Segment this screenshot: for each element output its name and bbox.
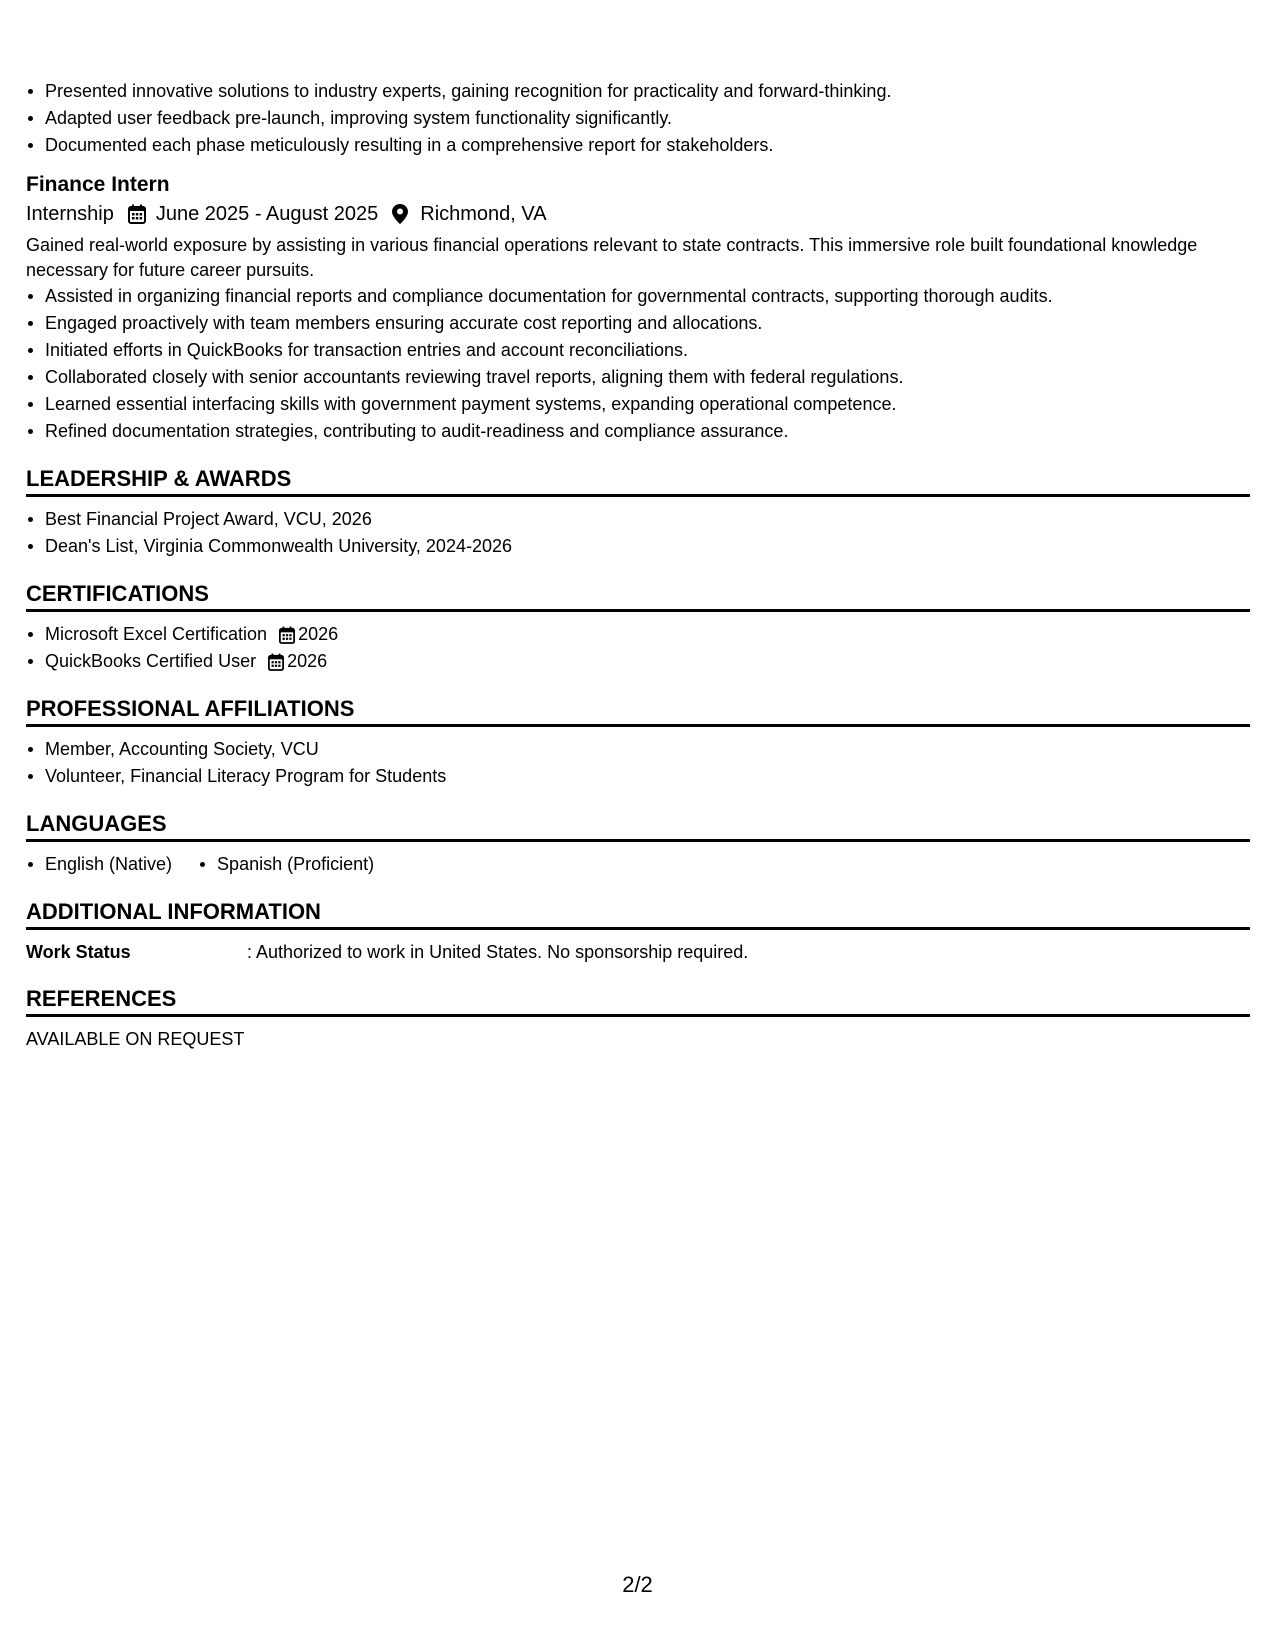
- section-title-languages: LANGUAGES: [26, 810, 1250, 842]
- job-title: Finance Intern: [26, 173, 170, 196]
- references-text: AVAILABLE ON REQUEST: [26, 1029, 245, 1049]
- list-item: Spanish (Proficient): [198, 851, 374, 878]
- certifications-list: [26, 621, 1250, 675]
- list-item: Collaborated closely with senior accountants reviewing travel reports, aligning them with federal regulations.: [26, 364, 1250, 391]
- section-title-leadership: LEADERSHIP & AWARDS: [26, 465, 1250, 497]
- finance-intern-entry: [26, 171, 1250, 445]
- job-bullets: [26, 283, 1250, 445]
- list-item: Refined documentation strategies, contributing to audit-readiness and compliance assurance.: [26, 418, 1250, 445]
- section-title-additional: ADDITIONAL INFORMATION: [26, 898, 1250, 930]
- work-status-row: [26, 939, 1250, 965]
- cert-year: 2026: [287, 651, 328, 671]
- map-pin-icon: [392, 204, 410, 224]
- list-item: Engaged proactively with team members ensuring accurate cost reporting and allocations.: [26, 310, 1250, 337]
- list-item: [26, 621, 1250, 648]
- job-dates: June 2025 - August 2025: [155, 203, 379, 225]
- languages-list: [26, 851, 1250, 878]
- work-status-label: Work Status: [26, 942, 131, 962]
- list-item: [26, 648, 1250, 675]
- job-type: Internship: [26, 203, 114, 225]
- leadership-list: [26, 506, 1250, 560]
- list-item: Learned essential interfacing skills with government payment systems, expanding operational competence.: [26, 391, 1250, 418]
- job-location: Richmond, VA: [420, 203, 547, 225]
- list-item: Assisted in organizing financial reports and compliance documentation for governmental contracts, supporting thorough audits.: [26, 283, 1250, 310]
- list-item: Dean's List, Virginia Commonwealth University, 2024-2026: [26, 533, 1250, 560]
- calendar-icon: [128, 204, 146, 224]
- cert-name: QuickBooks Certified User: [45, 651, 257, 671]
- section-title-affiliations: PROFESSIONAL AFFILIATIONS: [26, 695, 1250, 727]
- section-title-certifications: CERTIFICATIONS: [26, 580, 1250, 612]
- calendar-icon: [268, 653, 284, 671]
- list-item: Presented innovative solutions to industry experts, gaining recognition for practicality and forward-thinking.: [26, 78, 1250, 105]
- experience-bullets-continued: [26, 78, 1250, 159]
- resume-page: [26, 78, 1250, 1052]
- list-item: Adapted user feedback pre-launch, improving system functionality significantly.: [26, 105, 1250, 132]
- cert-name: Microsoft Excel Certification: [45, 624, 268, 644]
- calendar-icon: [279, 626, 295, 644]
- cert-year: 2026: [298, 624, 339, 644]
- list-item: Best Financial Project Award, VCU, 2026: [26, 506, 1250, 533]
- list-item: English (Native): [26, 851, 172, 878]
- job-meta: [26, 199, 1250, 229]
- section-title-references: REFERENCES: [26, 985, 1250, 1017]
- work-status-value: : Authorized to work in United States. No sponsorship required.: [247, 942, 749, 962]
- list-item: Volunteer, Financial Literacy Program for Students: [26, 763, 1250, 790]
- page-number: 2/2: [622, 1572, 653, 1597]
- list-item: Documented each phase meticulously resulting in a comprehensive report for stakeholders.: [26, 132, 1250, 159]
- affiliations-list: [26, 736, 1250, 790]
- list-item: Member, Accounting Society, VCU: [26, 736, 1250, 763]
- job-description: Gained real-world exposure by assisting in various financial operations relevant to state contracts. This immersive role built foundational knowledge necessary for future career pursuits.: [26, 235, 1198, 280]
- list-item: Initiated efforts in QuickBooks for transaction entries and account reconciliations.: [26, 337, 1250, 364]
